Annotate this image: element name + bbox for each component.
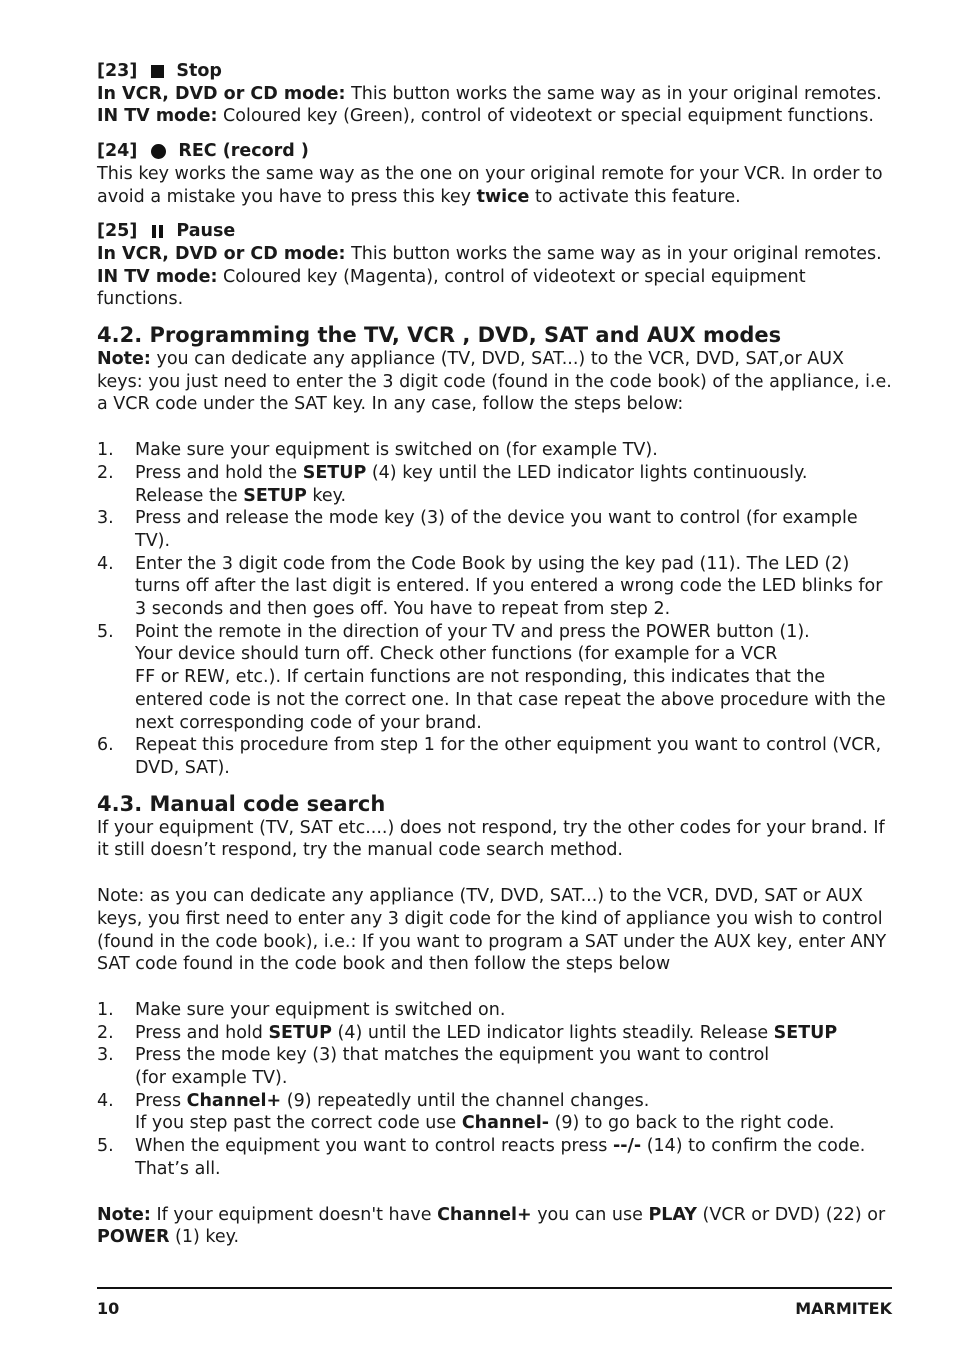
list-item: 6. Repeat this procedure from step 1 for the other equipment you want to control (VCR, DVD, SAT). [97,735,882,778]
section-4-2-heading: 4.2. Programming the TV, VCR , DVD, SAT and AUX modes [97,323,782,348]
list-item: 5. Point the remote in the direction of your TV and press the POWER button (1). Your device should turn off. Check other functions (for example for a VCR FF or REW, etc.). If certain functions are not responding, this indicates that the entered code is not the correct one. In that case repeat the above procedure with the next corresponding code of your brand. [97,621,886,733]
key-23-tv-text: IN TV mode: Coloured key (Green), control of videotext or special equipment functions. [97,106,874,127]
brand-name: MARMITEK [795,1299,892,1318]
list-item: 2. Press and hold SETUP (4) until the LED indicator lights steadily. Release SETUP [97,1022,838,1043]
section-4-3-final-note: Note: If your equipment doesn't have Channel+ you can use PLAY (VCR or DVD) (22) or POWER (1) key. [97,1204,886,1248]
key-25-heading: [25] Pause [97,221,236,242]
pause-icon [151,225,164,238]
list-item: 4. Press Channel+ (9) repeatedly until the channel changes. If you step past the correct code use Channel- (9) to go back to the right code. [97,1090,835,1134]
key-25-tv-text: IN TV mode: Coloured key (Magenta), control of videotext or special equipment functions. [97,266,806,310]
page-number: 10 [97,1299,120,1318]
key-23-vcr-text: In VCR, DVD or CD mode: This button works the same way as in your original remotes. [97,83,882,104]
list-item: 4. Enter the 3 digit code from the Code Book by using the key pad (11). The LED (2) turns off after the last digit is entered. If you entered a wrong code the LED blinks for 3 seconds and then goes off. You have to repeat from step 2. [97,553,883,620]
stop-icon [151,65,164,78]
key-23-heading: [23] Stop [97,61,222,81]
section-4-3-note: Note: as you can dedicate any appliance (TV, DVD, SAT...) to the VCR, DVD, SAT or AUX keys, you first need to enter any 3 digit code for the kind of appliance you wish to control (found in the code book), i.e.: If you want to program a SAT under the AUX key, enter ANY SAT code found in the code book and then follow the steps below [97,886,887,975]
section-4-3-intro: If your equipment (TV, SAT etc....) does not respond, try the other codes for your brand. If it still doesn’t respond, try the manual code search method. [97,817,885,861]
section-4-2-note: Note: you can dedicate any appliance (TV, DVD, SAT...) to the VCR, DVD, SAT,or AUX keys: you just need to enter the 3 digit code (found in the code book) of the appliance, i.e. a VCR code under the SAT key. In any case, follow the steps below: [97,349,892,415]
list-item: 2. Press and hold the SETUP (4) key until the LED indicator lights continuously. Release the SETUP key. [97,462,808,506]
page-footer [97,1287,892,1319]
record-icon [151,144,166,159]
key-25-vcr-text: In VCR, DVD or CD mode: This button works the same way as in your original remotes. [97,243,882,264]
list-item: 1. Make sure your equipment is switched on. [97,999,506,1020]
page-content [97,60,892,1249]
key-24-heading: [24] REC (record ) [97,141,309,162]
list-item: 3. Press the mode key (3) that matches the equipment you want to control (for example TV). [97,1045,770,1089]
list-item: 3. Press and release the mode key (3) of the device you want to control (for example TV). [97,508,858,551]
section-4-3-heading: 4.3. Manual code search [97,791,386,816]
section-4-2-steps [97,439,892,780]
section-4-3-steps [97,999,892,1181]
key-24-text: This key works the same way as the one on your original remote for your VCR. In order to avoid a mistake you have to press this key twice to activate this feature. [97,163,883,207]
list-item: 5. When the equipment you want to control reacts press --/- (14) to confirm the code. That’s all. [97,1136,866,1179]
list-item: 1. Make sure your equipment is switched on (for example TV). [97,440,658,461]
